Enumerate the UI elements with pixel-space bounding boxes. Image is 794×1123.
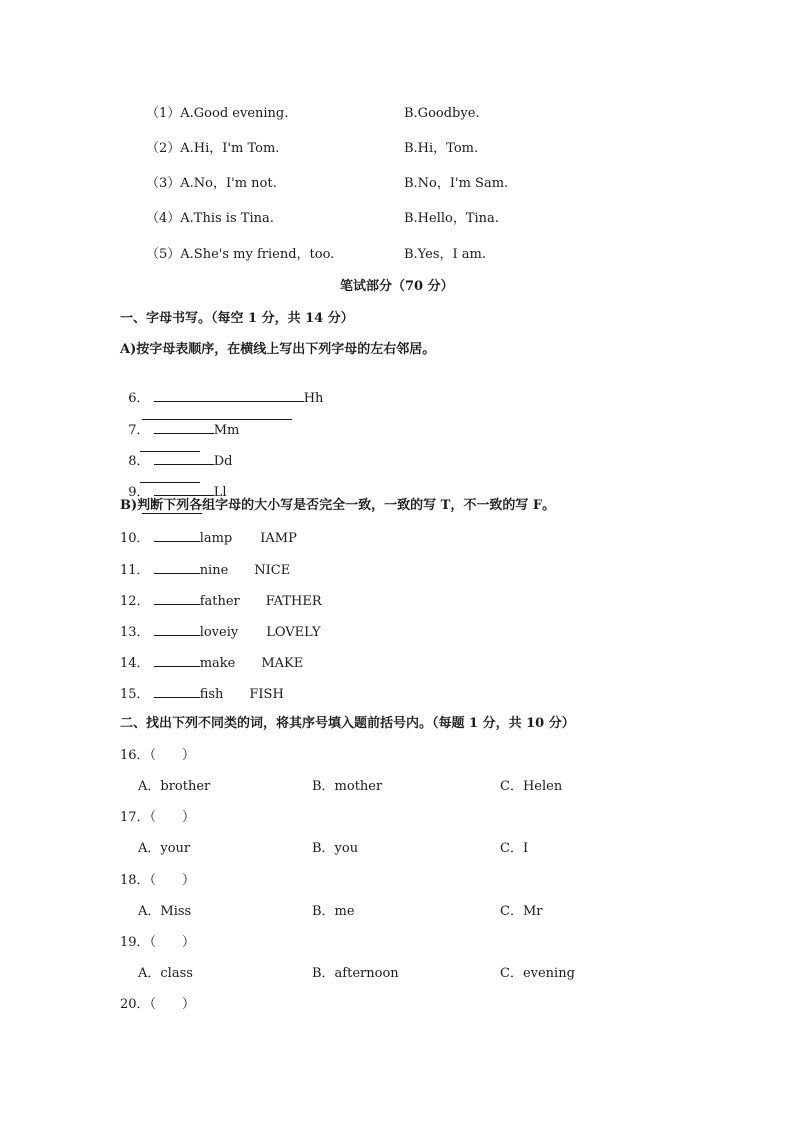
listening-item-4-b: B.Hello，Tina. (404, 211, 499, 226)
answer-blank[interactable] (154, 529, 200, 542)
listening-item-4-a: （4）A.This is Tina. (146, 211, 274, 226)
neighbor-question-9: 9． Ll (120, 467, 226, 519)
listening-item-5-b: B.Yes，I am. (404, 247, 486, 262)
option-a: A．your (138, 841, 191, 856)
answer-blank[interactable] (154, 623, 200, 636)
option-c: C．evening (500, 966, 575, 981)
answer-blank[interactable] (154, 654, 200, 667)
pair-question-12: 12． father FATHER (120, 594, 322, 609)
answer-blank[interactable] (154, 452, 214, 465)
option-c: C．Helen (500, 779, 563, 794)
odd-one-out-question-16: 16．（ ） (120, 748, 196, 763)
answer-blank[interactable] (154, 561, 200, 574)
option-b: B．afternoon (312, 966, 399, 981)
option-a: A．brother (138, 779, 211, 794)
option-a: A．Miss (138, 904, 192, 919)
section1-partA-instruction: A)按字母表顺序，在横线上写出下列字母的左右邻居。 (120, 342, 436, 357)
odd-one-out-question-19: 19．（ ） (120, 935, 196, 950)
option-b: B．me (312, 904, 355, 919)
listening-item-2-a: （2）A.Hi，I'm Tom. (146, 141, 280, 156)
option-c: C．Mr (500, 904, 543, 919)
pair-question-13: 13． loveiy LOVELY (120, 625, 321, 640)
pair-question-15: 15． fish FISH (120, 687, 284, 702)
answer-blank[interactable] (154, 685, 200, 698)
odd-one-out-question-18: 18．（ ） (120, 873, 196, 888)
answer-blank[interactable] (154, 483, 214, 496)
odd-one-out-question-20: 20．（ ） (120, 997, 196, 1012)
pair-question-14: 14． make MAKE (120, 656, 304, 671)
written-part-title: 笔试部分（70 分） (340, 279, 454, 294)
neighbor-question-7: 7． Mm (120, 405, 239, 457)
odd-one-out-question-17: 17．（ ） (120, 810, 196, 825)
answer-blank[interactable] (154, 592, 200, 605)
listening-item-1-a: （1）A.Good evening. (146, 106, 289, 121)
listening-item-5-a: （5）A.She's my friend，too. (146, 247, 335, 262)
listening-item-2-b: B.Hi，Tom. (404, 141, 479, 156)
answer-blank[interactable] (154, 389, 304, 402)
pair-question-10: 10． lamp IAMP (120, 531, 297, 546)
listening-item-3-b: B.No，I'm Sam. (404, 176, 509, 191)
section1-partB-instruction: B)判断下列各组字母的大小写是否完全一致，一致的写 T，不一致的写 F。 (120, 498, 556, 513)
listening-item-1-b: B.Goodbye. (404, 106, 480, 121)
option-b: B．you (312, 841, 359, 856)
pair-question-11: 11． nine NICE (120, 563, 291, 578)
option-b: B．mother (312, 779, 383, 794)
answer-blank[interactable] (154, 421, 214, 434)
section2-title: 二、找出下列不同类的词，将其序号填入题前括号内。（每题 1 分，共 10 分） (120, 716, 575, 731)
section1-title: 一、字母书写。（每空 1 分，共 14 分） (120, 311, 354, 326)
neighbor-question-8: 8． Dd (120, 436, 232, 488)
listening-item-3-a: （3）A.No，I'm not. (146, 176, 277, 191)
option-a: A．class (138, 966, 193, 981)
option-c: C．I (500, 841, 529, 856)
neighbor-question-6: 6． Hh (120, 373, 323, 425)
